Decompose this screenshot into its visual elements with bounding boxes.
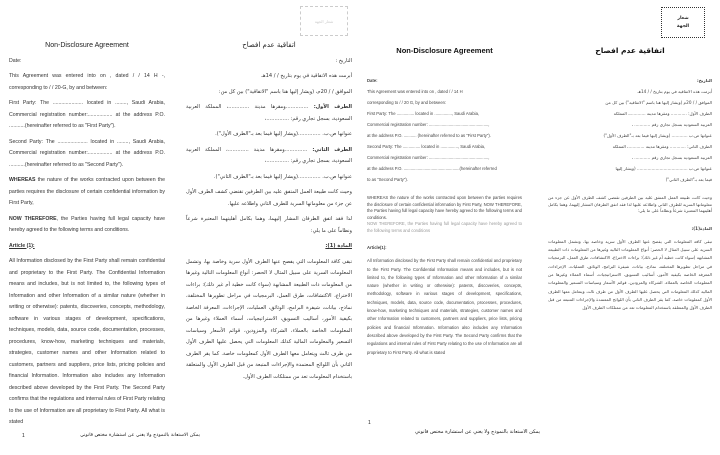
arabic-article-title: المادة(1):	[691, 225, 712, 231]
article-body: All Information disclosed by the First Party shall remain confidential and proprietary to the First Party. The Confidential Information means and includes, but is not limited to, the following types of Information and other Information of a similar nature (whether in writing or otherwise): patents, discoveries, concepts, methodology, software in various stages of development, specifications, techniques, models, data, source code, documentation, processes, procedures, know-how, marketing techniques and materials, strategies, customer names and other Information related to customers, partners and suppliers, price lists, pricing policies and financial Information. Information also includes any Information described above developed by the First Party. The Second Party confirms that the regulations and internal rules of First Party relating to the use of Information are all proprietary to First Party. All what is stated	[9, 258, 165, 425]
arabic-column	[548, 45, 712, 312]
arabic-whereas: وحيث كانت طبيعة العمل المتفق عليه بين الطرفين تقتضي كشف الطرف الأول عن جزء من معلوماتها السرية للطرف الثاني واطلاعه عليها لذا فقد اتفق الطرفان المشار إليهما، وهما بكامل أهليتهما المعتبرة شرعاً ونظاماً على ما يلي:	[548, 195, 712, 213]
arabic-first-address: عنوانها ص.ب. ..............(ويشار إليها فيما بعد بـ"الطرف الأول").	[215, 131, 352, 137]
line-3: First Party: The ............... located in ..............., Saudi Arabia,	[367, 111, 480, 116]
whereas-lead: WHEREAS	[9, 177, 36, 183]
arabic-whereas: وحيث كانت طبيعة العمل المتفق عليه بين الطرفين تقتضي كشف الطرف الأول عن جزء من معلوماتها السرية للطرف الثاني واطلاعه عليها.	[186, 189, 352, 207]
line-2: corresponding to / / 20 G, by and between:	[367, 100, 447, 105]
now-therefore-paragraph: NOW THEREFORE, the Parties having full legal capacity have hereby agreed to the following terms and conditions	[367, 221, 522, 233]
line-9: to as "Second Party").	[367, 177, 408, 182]
whereas-paragraph	[9, 175, 165, 210]
first-party-paragraph: First Party: The ..................... located in ........, Saudi Arabia, Commercial registration number:................. at the address P.O. ...........(hereinafter referred to as "First Party").	[9, 100, 165, 129]
arabic-second-lead: الطرف الثاني:	[312, 146, 352, 153]
arabic-second-text: ..............ومقرها مدينة .............، المملكة العربية السعودية، بسجل تجاري رقم: ..............،	[186, 146, 352, 164]
arabic-now: لذا فقد اتفق الطرفان المشار إليهما، وهما بكامل أهليتهما المعتبرة شرعاً ونظاماً على ما يلي:	[186, 216, 352, 234]
arabic-line-3: الطرف الأول: ............ ومقرها مدينة ............، المملكة	[613, 111, 712, 116]
arabic-line-1: أبرمت هذه الاتفاقية في يوم بتاريخ / / 14هـ	[637, 89, 712, 94]
english-column	[9, 40, 165, 433]
line-8: at the address P.O. ................................................(hereinafter referred	[367, 166, 497, 171]
arabic-date: التاريخ:	[697, 78, 712, 83]
now-text: , the Parties having full legal capacity have hereby agreed to the following terms and conditions.	[9, 215, 165, 233]
page-number: 1	[368, 420, 371, 426]
article-body: All Information disclosed by the First Party shall remain confidential and proprietary to the First Party. The Confidential Information means and includes, but is not limited to, the following types of Information and other Information of a similar nature (whether in writing or otherwise): patents, discoveries, concepts, methodology, software in various stages of development, specifications, techniques, models, data, source code, documentation, processes, procedures, know-how, marketing techniques and materials, strategies, customer names and other Information related to customers, partners and suppliers, price lists, pricing policies and financial Information. Information also includes any Information described above developed by the First Party. The Second Party confirms that the regulations and internal rules of First Party relating to the use of Information are all proprietary to First Party. All what is stated	[367, 258, 522, 355]
footer-note: يمكن الاستعانة بالنموذج ولا يغني عن استشارة مختص قانوني	[414, 429, 540, 435]
now-therefore-paragraph	[9, 214, 165, 237]
arabic-title: اتفاقية عدم افصاح	[242, 41, 296, 49]
arabic-intro-1: أبرمت هذه الاتفاقية في يوم بتاريخ / / 14هـ	[261, 73, 352, 79]
whereas-paragraph: WHEREAS the nature of the works contracted upon between the parties requires the disclosure of certain confidential information by First Party, NOW THEREFORE, the Parties having full legal capacity have hereby agreed to the following terms and conditions.	[367, 195, 522, 220]
arabic-line-2: الموافق / / 20م (ويشار إليها هنا باسم "الاتفاقية") بين كل من	[605, 100, 712, 105]
line-1: This Agreement was entered into on , dated / / 14 H	[367, 89, 463, 94]
arabic-first-text: ..............ومقرها مدينة .............، المملكة العربية السعودية، بسجل تجاري رقم: ..............،	[186, 104, 352, 122]
arabic-second-address: عنوانها ص.ب. ..............(ويشار إليها فيما بعد بـ"الطرف الثاني").	[213, 173, 352, 180]
second-party-paragraph: Second Party: The ..................... located in ........, Saudi Arabia, Commercial registration number:................. at the address P.O. ...........(hereinafter referred to as "Second Party").	[9, 138, 165, 168]
logo-placeholder: شعار الجهة	[300, 6, 348, 36]
arabic-line-9: فيما بعد بـ"الطرف الثاني")	[665, 177, 712, 182]
arabic-line-8: عنوانها ص.ب ...................................... (ويشار إليها	[615, 166, 712, 171]
line-6: Second Party: The ............... located in ..............., Saudi Arabia,	[367, 144, 486, 149]
arabic-first-party	[186, 102, 352, 125]
arabic-intro-2: الموافق / / 20م، (ويشار إليها هنا باسم "الاتفاقية") بين كل من:	[218, 88, 352, 95]
arabic-line-7: العربية السعودية بسجل تجاري رقم ............ ،	[631, 155, 712, 160]
document-page-2	[360, 0, 720, 455]
arabic-second-party	[186, 145, 352, 168]
line-7: Commercial registration number: ...................................................,	[367, 155, 490, 160]
whereas-text: the nature of the works contracted upon between the parties requires the disclosure of certain confidential information by First Party,	[9, 177, 165, 206]
logo-box	[661, 7, 705, 38]
logo-line-2: الجهة	[676, 23, 690, 29]
arabic-line-6: الطرف الثاني: ............ ومقرها مدينة ............، المملكة	[612, 144, 712, 149]
arabic-date: التاريخ :	[335, 57, 352, 64]
line-4: Commercial registration number: ...................................................,	[367, 122, 490, 127]
arabic-article-body: تبقى كافة المعلومات التي يفصح عنها الطرف الأول سرية وخاصة بها، وتشمل المعلومات السرية على سبيل المثال لا الحصر: أنواع المعلومات التالية وغيرها من المعلومات ذات الطبيعة المشابهة (سواء كانت خطية أم غير ذلك): براءات الاختراع، الاكتشافات، طرق العمل، البرمجيات في مراحل تطويرها المختلفة، نماذج، بيانات، شيفرة البرامج، الوثائق، العمليات، الإجراءات، المعرفة الخاصة بكيفية الأمور، أساليب التسويق، الاستراتيجيات، أسماء العملاء وغيرها من المعلومات الخاصة بالعملاء، الشركاء والمزودين، قوائم الأسعار وسياسات التسعير والمعلومات المالية كذلك المعلومات التي يحصل عليها الطرف الأول من طرف ثالث ويتعامل معها الطرف الأول كمعلومات خاصة. كما يقر الطرف الثاني بأن اللوائح المعتمدة والإجراءات المتبعة من قبل الطرف الأول والمتعلقة باستخدام المعلومات تعد من ممتلكات الطرف الأول.	[186, 258, 352, 380]
english-title: Non-Disclosure Agreement	[396, 46, 493, 55]
logo-line-1: شعار	[677, 15, 689, 21]
english-column	[367, 45, 522, 357]
article-title: Article(1):	[367, 245, 387, 250]
date-label: Date:	[9, 57, 22, 64]
footer-note: يمكن الاستعانة بالنموذج ولا يغني عن استشارة مختص قانوني	[80, 433, 200, 438]
arabic-column	[186, 40, 352, 387]
arabic-title: اتفاقية عدم افصاح	[595, 46, 665, 55]
page-number: 1	[22, 433, 25, 439]
arabic-article-title: المادة (1):	[325, 243, 352, 249]
date-label: Date:	[367, 78, 378, 83]
english-title: Non-Disclosure Agreement	[45, 42, 129, 49]
arabic-first-lead: الطرف الأول:	[313, 104, 352, 110]
article-title: Article (1):	[9, 242, 35, 249]
arabic-line-5: عنوانها ص.ب ............ (ويشار إليها فيما بعد بـ"الطرف الأول")	[603, 133, 712, 138]
arabic-line-4: العربية السعودية بسجل تجاري رقم ............ ،	[631, 122, 712, 127]
now-lead: NOW THEREFORE	[9, 215, 57, 222]
intro-paragraph: This Agreement was entered into on , dated / / 14 H -, corresponding to / / 20-G, by and between:	[9, 73, 165, 91]
arabic-article-body: تبقى كافة المعلومات التي يفصح عنها الطرف الأول سرية وخاصة بها، وتشمل المعلومات السرية على سبيل المثال لا الحصر: أنواع المعلومات التالية وغيرها من المعلومات ذات الطبيعة المشابهة (سواء كانت خطية أم غير ذلك): براءات الاختراع، الاكتشافات، طرق العمل، البرمجيات في مراحل تطويرها المختلفة، نماذج، بيانات، شيفرة البرامج، الوثائق، العمليات، الإجراءات، المعرفة الخاصة بكيفية الأمور، أساليب التسويق، الاستراتيجيات، أسماء العملاء وغيرها من المعلومات الخاصة بالعملاء، الشركاء والمزودين، قوائم الأسعار وسياسات التسعير والمعلومات المالية كذلك المعلومات التي يحصل عليها الطرف الأول من طرف ثالث ويتعامل معها الطرف الأول كمعلومات خاصة. كما يقر الطرف الثاني بأن اللوائح المعتمدة والإجراءات المتبعة من قبل الطرف الأول والمتعلقة باستخدام المعلومات تعد من ممتلكات الطرف الأول	[548, 238, 712, 311]
line-5: at the address P.O. ........... (hereinafter referred to as "First Party").	[367, 133, 491, 138]
